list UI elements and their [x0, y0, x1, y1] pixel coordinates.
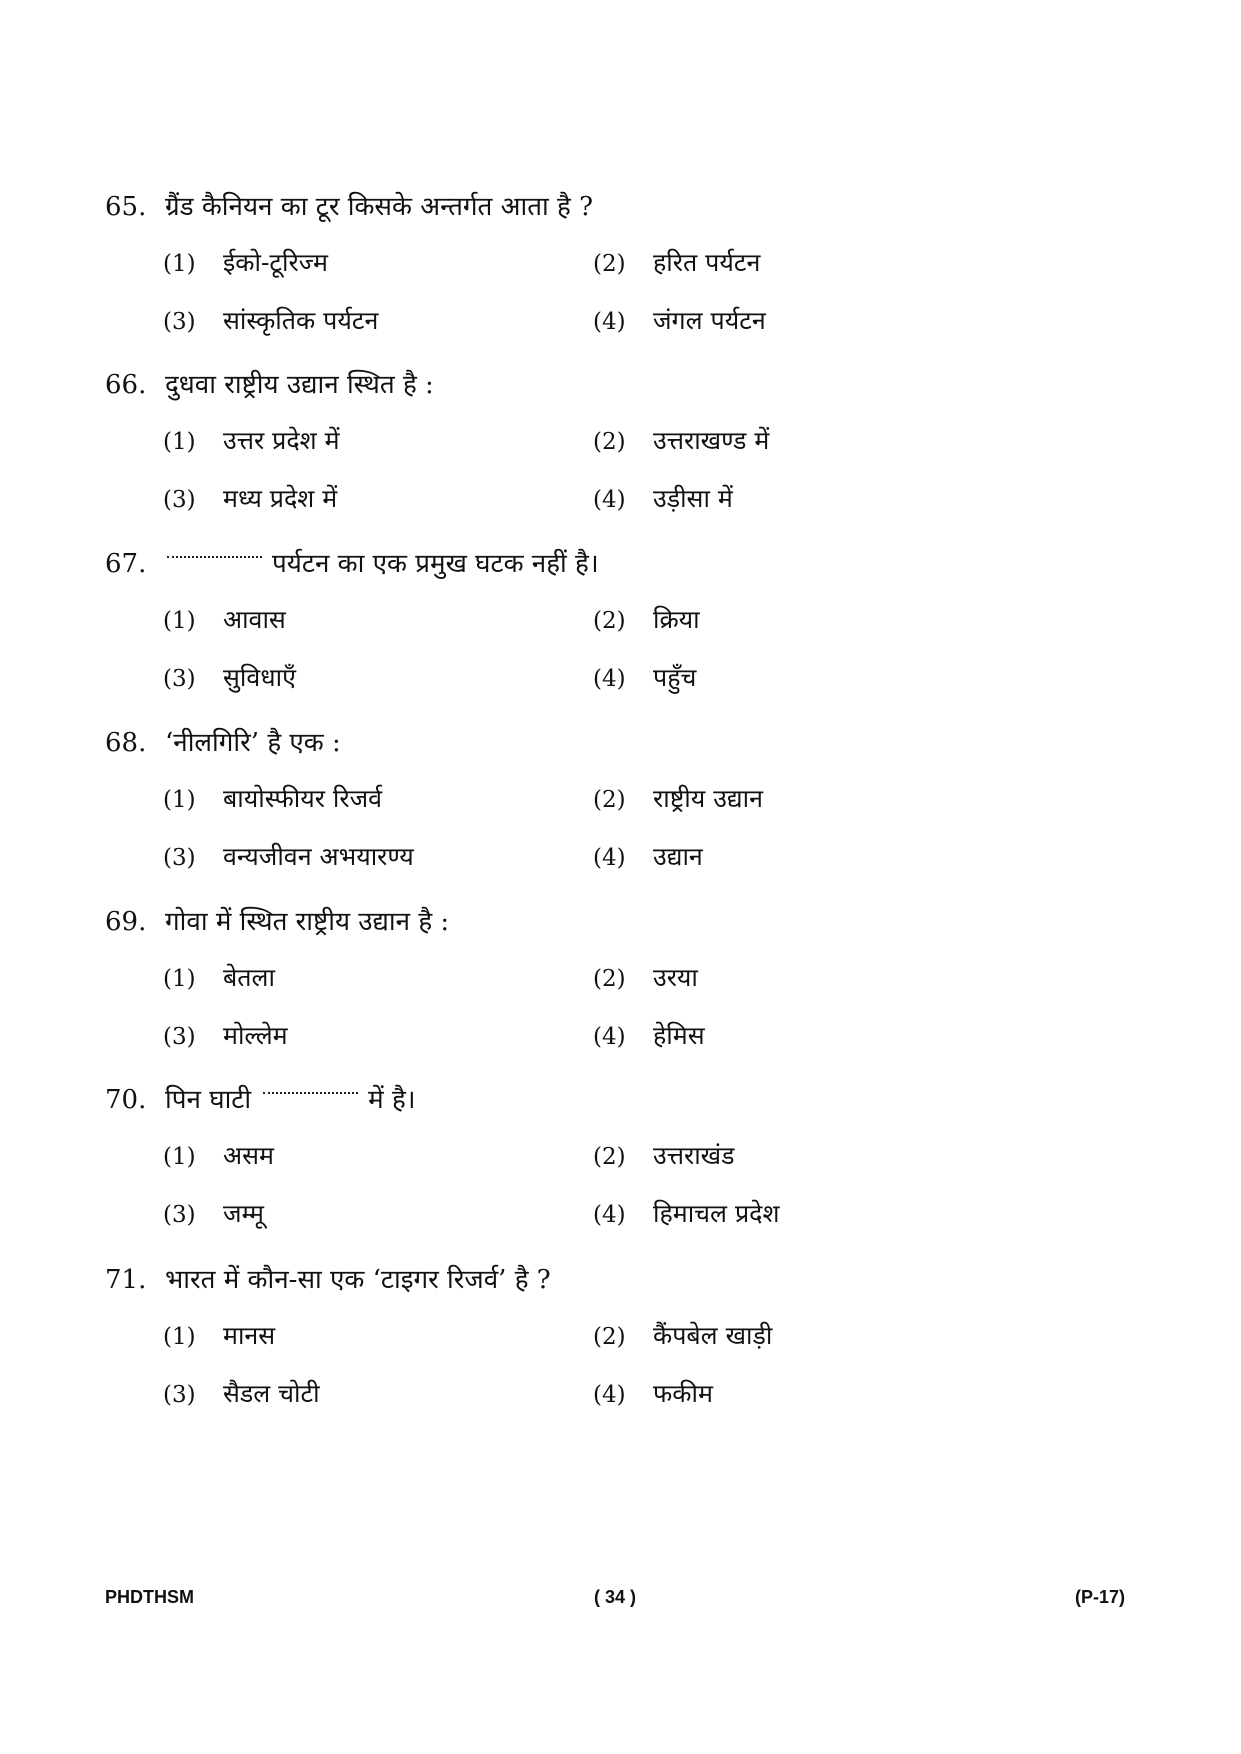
option-text: सैडल चोटी — [223, 1379, 320, 1408]
option-number: (2) — [593, 966, 626, 992]
option-row — [163, 600, 1163, 640]
option-number: (4) — [593, 1382, 626, 1408]
option-2 — [593, 600, 1093, 640]
option-row — [163, 421, 1163, 461]
option-2 — [593, 243, 1093, 283]
option-text: बेतला — [223, 963, 275, 992]
options — [163, 1136, 1163, 1234]
question-stem — [105, 1080, 1165, 1120]
option-text: उरया — [653, 963, 698, 992]
option-row — [163, 1374, 1163, 1414]
question-text-after-blank: पर्यटन का एक प्रमुख घटक नहीं है। — [272, 549, 599, 579]
option-2 — [593, 421, 1093, 461]
option-row — [163, 301, 1163, 341]
option-4 — [593, 301, 1093, 341]
question-number: 68. — [105, 728, 147, 758]
question-text-after-blank: में है। — [368, 1085, 416, 1115]
question-stem — [105, 544, 1165, 584]
option-number: (3) — [163, 309, 196, 335]
option-text: हरित पर्यटन — [653, 248, 761, 277]
option-text: मानस — [223, 1321, 276, 1350]
option-number: (3) — [163, 1202, 196, 1228]
option-number: (1) — [163, 787, 196, 813]
options — [163, 600, 1163, 698]
option-row — [163, 1016, 1163, 1056]
option-3 — [163, 301, 593, 341]
question-text — [165, 544, 1165, 584]
option-text: सांस्कृतिक पर्यटन — [223, 306, 379, 335]
option-number: (1) — [163, 966, 196, 992]
option-text: जंगल पर्यटन — [653, 306, 766, 335]
question-text: भारत में कौन-सा एक ‘टाइगर रिजर्व’ है ? — [165, 1265, 551, 1295]
option-4 — [593, 1374, 1093, 1414]
option-text: राष्ट्रीय उद्यान — [653, 784, 764, 813]
option-row — [163, 779, 1163, 819]
option-text: उड़ीसा में — [653, 484, 733, 513]
option-number: (4) — [593, 309, 626, 335]
question-stem — [105, 723, 1165, 763]
option-number: (4) — [593, 1024, 626, 1050]
question-number: 67. — [105, 549, 147, 579]
option-4 — [593, 479, 1093, 519]
option-text: पहुँच — [653, 663, 697, 692]
option-text: सुविधाएँ — [223, 663, 296, 692]
option-4 — [593, 1016, 1093, 1056]
option-row — [163, 479, 1163, 519]
question-69 — [105, 902, 1165, 1074]
option-text: उत्तराखंड — [653, 1141, 735, 1170]
option-number: (3) — [163, 845, 196, 871]
paper-code: PHDTHSM — [105, 1587, 194, 1607]
option-1 — [163, 1136, 593, 1176]
option-1 — [163, 421, 593, 461]
option-text: उद्यान — [653, 842, 703, 871]
option-number: (2) — [593, 608, 626, 634]
question-number: 69. — [105, 907, 147, 937]
question-text: गोवा में स्थित राष्ट्रीय उद्यान है : — [165, 907, 450, 937]
options — [163, 1316, 1163, 1414]
option-number: (4) — [593, 666, 626, 692]
option-text: हेमिस — [653, 1021, 705, 1050]
option-row — [163, 1194, 1163, 1234]
option-2 — [593, 1136, 1093, 1176]
question-stem — [105, 902, 1165, 942]
option-number: (2) — [593, 251, 626, 277]
option-3 — [163, 1374, 593, 1414]
option-row — [163, 1136, 1163, 1176]
option-text: ईको-टूरिज्म — [223, 248, 328, 277]
option-number: (3) — [163, 1024, 196, 1050]
option-3 — [163, 658, 593, 698]
option-4 — [593, 1194, 1093, 1234]
option-1 — [163, 243, 593, 283]
option-number: (1) — [163, 1324, 196, 1350]
option-3 — [163, 837, 593, 877]
question-number: 71. — [105, 1265, 147, 1295]
option-3 — [163, 1016, 593, 1056]
option-3 — [163, 479, 593, 519]
option-number: (1) — [163, 608, 196, 634]
question-number: 66. — [105, 370, 147, 400]
option-2 — [593, 958, 1093, 998]
option-number: (3) — [163, 666, 196, 692]
options — [163, 958, 1163, 1056]
option-text: जम्मू — [223, 1199, 264, 1228]
option-text: फकीम — [653, 1379, 713, 1408]
option-text: हिमाचल प्रदेश — [653, 1199, 780, 1228]
option-1 — [163, 600, 593, 640]
options — [163, 243, 1163, 341]
option-row — [163, 1316, 1163, 1356]
option-number: (2) — [593, 1144, 626, 1170]
option-3 — [163, 1194, 593, 1234]
option-number: (4) — [593, 1202, 626, 1228]
option-text: मध्य प्रदेश में — [223, 484, 338, 513]
option-number: (3) — [163, 1382, 196, 1408]
option-2 — [593, 1316, 1093, 1356]
option-1 — [163, 958, 593, 998]
option-text: उत्तराखण्ड में — [653, 426, 770, 455]
question-number: 65. — [105, 192, 147, 222]
option-row — [163, 837, 1163, 877]
option-number: (4) — [593, 845, 626, 871]
option-row — [163, 958, 1163, 998]
question-70 — [105, 1080, 1165, 1252]
option-number: (2) — [593, 429, 626, 455]
option-number: (3) — [163, 487, 196, 513]
question-text: ग्रैंड कैनियन का टूर किसके अन्तर्गत आता है ? — [165, 192, 594, 222]
option-4 — [593, 837, 1093, 877]
options — [163, 421, 1163, 519]
option-number: (1) — [163, 1144, 196, 1170]
fill-in-blank — [167, 544, 262, 558]
question-text: ‘नीलगिरि’ है एक : — [165, 728, 341, 758]
options — [163, 779, 1163, 877]
option-text: मोल्लेम — [223, 1021, 288, 1050]
option-text: आवास — [223, 605, 286, 634]
option-1 — [163, 1316, 593, 1356]
question-text — [165, 1080, 1165, 1120]
page-number: ( 34 ) — [593, 1587, 636, 1607]
fill-in-blank — [263, 1080, 358, 1094]
option-row — [163, 658, 1163, 698]
question-67 — [105, 544, 1165, 716]
question-68 — [105, 723, 1165, 895]
option-text: क्रिया — [653, 605, 700, 634]
option-text: वन्यजीवन अभयारण्य — [223, 842, 414, 871]
option-text: बायोस्फीयर रिजर्व — [223, 784, 383, 813]
option-row — [163, 243, 1163, 283]
option-number: (2) — [593, 787, 626, 813]
question-text-before-blank: पिन घाटी — [165, 1085, 252, 1115]
question-stem — [105, 187, 1165, 227]
question-65 — [105, 187, 1165, 359]
question-71 — [105, 1260, 1165, 1432]
option-number: (1) — [163, 429, 196, 455]
option-text: असम — [223, 1141, 274, 1170]
option-text: उत्तर प्रदेश में — [223, 426, 340, 455]
option-1 — [163, 779, 593, 819]
page-footer — [105, 1582, 1125, 1612]
question-66 — [105, 365, 1165, 537]
question-stem — [105, 365, 1165, 405]
option-4 — [593, 658, 1093, 698]
question-stem — [105, 1260, 1165, 1300]
question-number: 70. — [105, 1085, 147, 1115]
set-code: (P-17) — [1074, 1587, 1125, 1607]
option-text: कैंपबेल खाड़ी — [653, 1321, 773, 1350]
question-text: दुधवा राष्ट्रीय उद्यान स्थित है : — [165, 370, 434, 400]
option-number: (4) — [593, 487, 626, 513]
option-number: (1) — [163, 251, 196, 277]
option-2 — [593, 779, 1093, 819]
option-number: (2) — [593, 1324, 626, 1350]
